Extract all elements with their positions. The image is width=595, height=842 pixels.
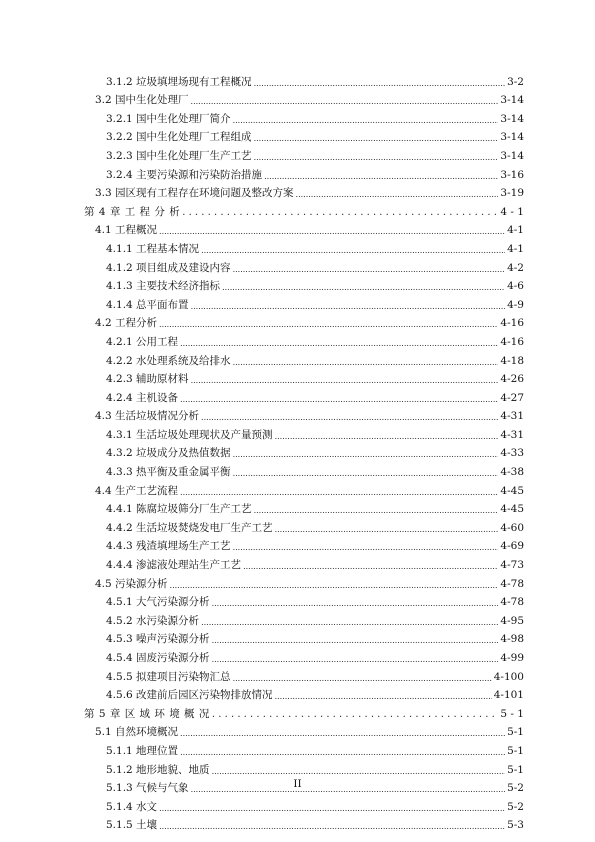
toc-entry-page: 4-6 xyxy=(507,280,524,293)
toc-entry[interactable] xyxy=(0,182,595,201)
toc-entry-page: 4-33 xyxy=(500,447,524,460)
dot-leader xyxy=(233,355,499,368)
dot-leader xyxy=(275,522,499,535)
toc-entry-page: 4-16 xyxy=(500,317,524,330)
toc-entry-page: 4-18 xyxy=(500,354,524,367)
dot-leader xyxy=(180,726,505,739)
dot-leader xyxy=(212,596,499,609)
dot-leader xyxy=(180,336,498,349)
toc-entry[interactable] xyxy=(0,349,595,368)
toc-entry-title: 5.1 自然环境概况 xyxy=(95,726,179,739)
toc-entry-title: 4.5.6 改建前后园区污染物排放情况 xyxy=(106,689,273,702)
toc-entry-title: 4.1.4 总平面布置 xyxy=(106,298,189,311)
dot-leader xyxy=(233,540,499,553)
toc-entry-page: 4-73 xyxy=(500,559,524,572)
toc-entry[interactable] xyxy=(0,609,595,628)
toc-entry[interactable] xyxy=(0,126,595,145)
toc-entry-page: 3-2 xyxy=(507,75,524,88)
toc-entry[interactable] xyxy=(0,89,595,108)
toc-entry-page: 4-45 xyxy=(500,503,524,516)
toc-entry-title: 3.2.2 国中生化处理厂工程组成 xyxy=(106,131,252,144)
toc-chapter-entry[interactable] xyxy=(0,702,595,721)
dot-leader xyxy=(212,633,499,646)
dot-leader xyxy=(159,801,505,814)
dot-leader xyxy=(243,559,498,572)
dot-leader xyxy=(233,262,506,275)
dot-leader xyxy=(159,224,505,237)
toc-entry-title: 5.1.5 土壤 xyxy=(106,819,158,832)
toc-entry-title: 4.2 工程分析 xyxy=(95,317,158,330)
toc-entry-page: 4-69 xyxy=(500,540,524,553)
toc-entry-page: 4-1 xyxy=(507,224,524,237)
toc-entry-page: 4-45 xyxy=(500,484,524,497)
toc-entry[interactable] xyxy=(0,535,595,554)
dot-leader xyxy=(233,447,499,460)
toc-entry-title: 4.1.3 主要技术经济指标 xyxy=(106,280,221,293)
toc-entry-title: 4.4.1 陈腐垃圾筛分厂生产工艺 xyxy=(106,503,252,516)
toc-entry-page: 4-95 xyxy=(500,614,524,627)
toc-entry[interactable] xyxy=(0,721,595,740)
toc-entry[interactable] xyxy=(0,665,595,684)
toc-entry[interactable] xyxy=(0,330,595,349)
dot-leader xyxy=(254,131,499,144)
toc-entry[interactable] xyxy=(0,163,595,182)
toc-entry-title: 4.3.1 生活垃圾处理现状及产量预测 xyxy=(106,428,273,441)
toc-entry-title: 第 5 章 区 域 环 境 概 况 xyxy=(84,707,210,720)
dot-leader xyxy=(296,187,499,200)
toc-entry[interactable] xyxy=(0,386,595,405)
toc-entry[interactable] xyxy=(0,628,595,647)
toc-entry[interactable] xyxy=(0,460,595,479)
toc-entry-page: 4-101 xyxy=(493,689,524,702)
toc-entry[interactable] xyxy=(0,572,595,591)
dot-leader xyxy=(191,94,499,107)
toc-entry[interactable] xyxy=(0,293,595,312)
toc-entry[interactable] xyxy=(0,498,595,517)
toc-entry[interactable] xyxy=(0,814,595,833)
toc-entry-page: 4-60 xyxy=(500,521,524,534)
toc-entry-title: 4.4.2 生活垃圾焚烧发电厂生产工艺 xyxy=(106,521,273,534)
toc-entry-page: 4-99 xyxy=(500,652,524,664)
toc-entry-title: 4.1.1 工程基本情况 xyxy=(106,242,200,255)
toc-entry-page: 5-2 xyxy=(507,800,524,813)
toc-entry-title: 5.1.2 地形地貌、地质 xyxy=(106,763,210,776)
dot-leader xyxy=(254,150,499,163)
dot-leader xyxy=(180,392,498,405)
toc-entry-title: 5.1.4 水文 xyxy=(106,800,158,813)
toc-entry-page: 3-14 xyxy=(500,149,524,162)
toc-entry-page: 3-14 xyxy=(500,131,524,144)
toc-entry[interactable] xyxy=(0,591,595,610)
page-number: II xyxy=(293,778,302,790)
toc-entry-page: 5 - 1 xyxy=(500,707,524,720)
toc-entry[interactable] xyxy=(0,256,595,275)
toc-entry-page: 5-2 xyxy=(507,782,524,795)
toc-entry-page: 3-14 xyxy=(500,94,524,107)
dot-leader xyxy=(233,671,492,684)
toc-entry[interactable] xyxy=(0,553,595,572)
toc-entry-page: 4-26 xyxy=(500,373,524,386)
toc-entry-title: 3.2 国中生化处理厂 xyxy=(95,94,189,107)
toc-entry-title: 4.3.2 垃圾成分及热值数据 xyxy=(106,447,231,460)
toc-entry-page: 4-2 xyxy=(507,261,524,274)
dot-leader xyxy=(254,503,499,516)
toc-entry-page: 5-1 xyxy=(507,763,524,776)
toc-entry-page: 3-16 xyxy=(500,168,524,181)
toc-entry-title: 3.2.4 主要污染源和污染防治措施 xyxy=(106,168,263,181)
toc-entry-title: 4.4.4 渗滤液处理站生产工艺 xyxy=(106,559,242,572)
toc-entry[interactable] xyxy=(0,405,595,424)
toc-entry[interactable] xyxy=(0,795,595,814)
toc-entry-page: 4-100 xyxy=(493,670,524,683)
toc-entry[interactable] xyxy=(0,684,595,703)
dot-leader xyxy=(264,169,498,182)
toc-entry-page: 3-14 xyxy=(500,112,524,125)
toc-entry[interactable] xyxy=(0,423,595,442)
toc-entry-title: 4.2.4 主机设备 xyxy=(106,391,179,404)
toc-entry-title: 4.4 生产工艺流程 xyxy=(95,484,179,497)
dot-leader xyxy=(212,652,499,665)
dot-leader xyxy=(159,819,505,832)
dot-leader xyxy=(182,206,498,219)
toc-entry[interactable] xyxy=(0,516,595,535)
dot-leader xyxy=(275,689,492,702)
toc-entry[interactable] xyxy=(0,442,595,461)
toc-entry-page: 5-1 xyxy=(507,726,524,739)
dot-leader xyxy=(254,76,506,89)
toc-entry[interactable] xyxy=(0,237,595,256)
dot-leader xyxy=(212,764,506,777)
toc-entry-title: 4.3 生活垃圾情况分析 xyxy=(95,410,200,423)
toc-entry-title: 4.5.2 水污染源分析 xyxy=(106,614,200,627)
toc-entry-page: 4-78 xyxy=(500,577,524,590)
toc-chapter-entry[interactable] xyxy=(0,200,595,219)
toc-entry-title: 第 4 章 工 程 分 析 xyxy=(84,205,181,218)
toc-entry[interactable] xyxy=(0,758,595,777)
dot-leader xyxy=(222,280,505,293)
toc-entry-page: 4-38 xyxy=(500,466,524,479)
toc-entry-page: 4-9 xyxy=(507,298,524,311)
toc-entry-title: 3.2.1 国中生化处理厂简介 xyxy=(106,112,231,125)
dot-leader xyxy=(180,745,505,758)
toc-entry[interactable] xyxy=(0,479,595,498)
toc-entry-title: 3.3 园区现有工程存在环境问题及整改方案 xyxy=(95,187,294,200)
toc-entry-page: 4 - 1 xyxy=(500,205,524,218)
toc-entry-title: 4.4.3 残渣填埋场生产工艺 xyxy=(106,540,231,553)
toc-entry-title: 4.5.5 拟建项目污染物汇总 xyxy=(106,670,231,683)
toc-entry[interactable] xyxy=(0,739,595,758)
toc-entry[interactable] xyxy=(0,144,595,163)
toc-entry[interactable] xyxy=(0,368,595,387)
toc-entry-title: 4.1 工程概况 xyxy=(95,224,158,237)
toc-entry-title: 5.1.3 气候与气象 xyxy=(106,782,189,795)
toc-entry[interactable] xyxy=(0,312,595,331)
toc-entry-page: 4-98 xyxy=(500,633,524,646)
dot-leader xyxy=(275,429,499,442)
dot-leader xyxy=(201,410,498,423)
toc-entry[interactable] xyxy=(0,646,595,665)
dot-leader xyxy=(191,373,499,386)
table-of-contents xyxy=(0,70,595,832)
toc-entry-page: 3-19 xyxy=(500,187,524,200)
toc-entry[interactable] xyxy=(0,107,595,126)
toc-entry-page: 4-27 xyxy=(500,391,524,404)
toc-entry-page: 4-78 xyxy=(500,596,524,609)
toc-entry-page: 4-31 xyxy=(500,410,524,423)
toc-entry-title: 4.2.2 水处理系统及给排水 xyxy=(106,354,231,367)
toc-entry-title: 4.5.3 噪声污染源分析 xyxy=(106,633,210,646)
toc-entry-title: 3.1.2 垃圾填埋场现有工程概况 xyxy=(106,75,252,88)
dot-leader xyxy=(159,317,498,330)
toc-entry-page: 5-3 xyxy=(507,819,524,832)
toc-entry-title: 5.1.1 地理位置 xyxy=(106,744,179,757)
toc-entry-title: 4.2.3 辅助原材料 xyxy=(106,373,189,386)
toc-entry[interactable] xyxy=(0,275,595,294)
toc-entry-title: 4.2.1 公用工程 xyxy=(106,335,179,348)
dot-leader xyxy=(180,485,498,498)
toc-entry-title: 4.5.4 固废污染源分析 xyxy=(106,652,210,664)
toc-entry-page: 4-31 xyxy=(500,428,524,441)
dot-leader xyxy=(191,299,506,312)
toc-entry[interactable] xyxy=(0,219,595,238)
toc-entry-title: 4.5.1 大气污染源分析 xyxy=(106,596,210,609)
toc-entry-title: 4.1.2 项目组成及建设内容 xyxy=(106,261,231,274)
toc-entry-title: 3.2.3 国中生化处理厂生产工艺 xyxy=(106,149,252,162)
dot-leader xyxy=(201,243,505,256)
toc-entry[interactable] xyxy=(0,70,595,89)
dot-leader xyxy=(212,708,499,721)
toc-entry-title: 4.3.3 热平衡及重金属平衡 xyxy=(106,466,231,479)
dot-leader xyxy=(201,615,498,628)
dot-leader xyxy=(233,466,499,479)
toc-entry-page: 4-16 xyxy=(500,335,524,348)
toc-entry-page: 4-1 xyxy=(507,242,524,255)
toc-entry-page: 5-1 xyxy=(507,744,524,757)
dot-leader xyxy=(170,578,499,591)
toc-entry-title: 4.5 污染源分析 xyxy=(95,577,168,590)
dot-leader xyxy=(233,113,499,126)
